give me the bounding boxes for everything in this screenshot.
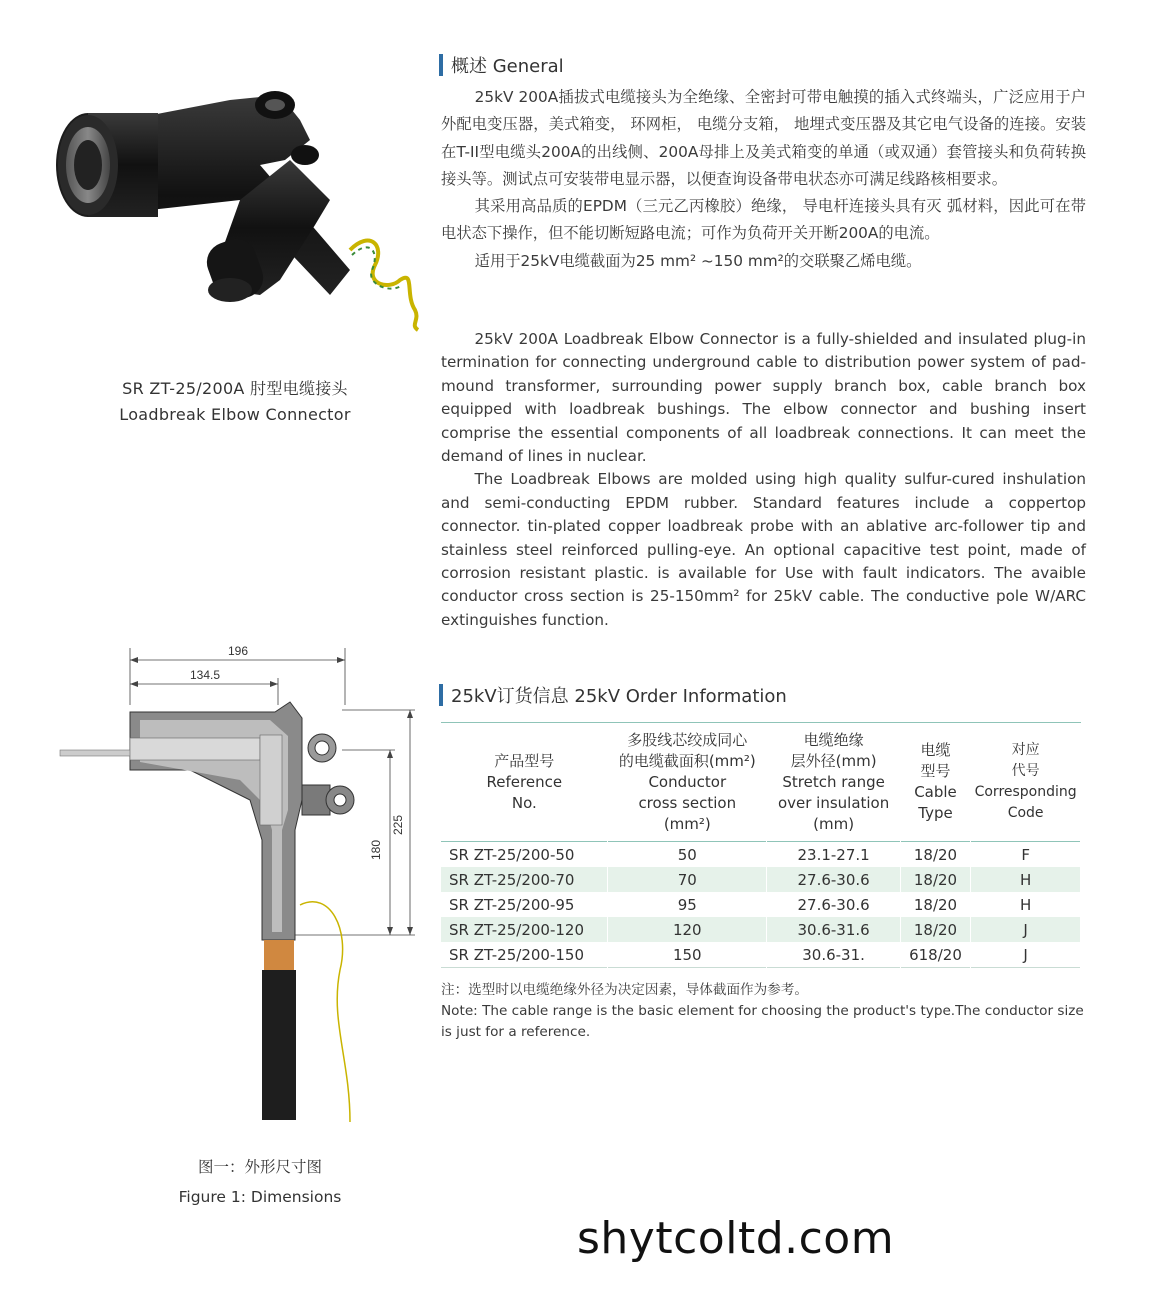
cell-conductor: 70: [608, 867, 767, 892]
note-en: Note: The cable range is the basic element for choosing the product's type.The conductor size is just for a reference.: [441, 1003, 1084, 1040]
cell-ref: SR ZT-25/200-70: [441, 867, 608, 892]
cell-insulation: 30.6-31.6: [767, 917, 900, 942]
cell-insulation: 23.1-27.1: [767, 842, 900, 868]
header-line: 的电缆截面积(mm²): [618, 751, 756, 770]
order-note: [441, 980, 1086, 1043]
order-table: [441, 722, 1081, 968]
header-conductor: [608, 723, 767, 842]
figure-caption-en: Figure 1: Dimensions: [178, 1188, 342, 1206]
cell-code: F: [971, 842, 1081, 868]
header-line: Cable: [914, 783, 957, 801]
product-caption: [60, 376, 410, 428]
dim-180-label: 180: [369, 839, 383, 861]
cell-code: J: [971, 917, 1081, 942]
header-line: Stretch range: [782, 772, 885, 791]
cell-conductor: 95: [608, 892, 767, 917]
cell-conductor: 50: [608, 842, 767, 868]
dim-225-label: 225: [391, 814, 405, 836]
header-line: (mm²): [663, 814, 711, 833]
cell-ref: SR ZT-25/200-95: [441, 892, 608, 917]
figure-caption-cn: 图一：外形尺寸图: [197, 1158, 322, 1176]
cell-conductor: 150: [608, 942, 767, 968]
header-line: 电缆绝缘: [803, 730, 864, 749]
website-watermark: shytcoltd.com: [577, 1213, 895, 1264]
cell-ref: SR ZT-25/200-120: [441, 917, 608, 942]
table-row: [441, 917, 1081, 942]
product-model: SR ZT-25/200A 肘型电缆接头: [122, 379, 348, 398]
cell-insulation: 27.6-30.6: [767, 892, 900, 917]
order-title-text: 25kV订货信息 25kV Order Information: [451, 686, 787, 707]
header-line: Conductor: [648, 772, 727, 791]
cell-code: J: [971, 942, 1081, 968]
header-line: 产品型号: [494, 751, 555, 770]
header-line: Corresponding: [974, 784, 1077, 800]
note-cn: 注：选型时以电缆绝缘外径为决定因素，导体截面作为参考。: [441, 982, 809, 998]
header-line: No.: [511, 793, 537, 812]
header-reference: [441, 723, 608, 842]
general-en-text: [441, 328, 1086, 632]
product-name-en: Loadbreak Elbow Connector: [119, 405, 351, 424]
cell-type: 618/20: [900, 942, 971, 968]
header-line: Reference: [486, 772, 563, 791]
header-line: 电缆: [920, 741, 951, 759]
header-insulation: [767, 723, 900, 842]
table-header-row: [441, 723, 1081, 842]
cell-code: H: [971, 892, 1081, 917]
header-line: 层外径(mm): [790, 751, 877, 770]
header-line: 型号: [920, 762, 951, 780]
elbow-connector-photo: [30, 80, 430, 340]
cell-type: 18/20: [900, 842, 971, 868]
cell-insulation: 30.6-31.: [767, 942, 900, 968]
dimension-diagram: [50, 640, 430, 1130]
header-line: 代号: [1011, 763, 1040, 779]
general-section-title: [439, 52, 564, 78]
header-line: Type: [918, 804, 953, 822]
cn-paragraph-2: 其采用高品质的EPDM（三元乙丙橡胶）绝缘， 导电杆连接头具有灭 弧材料，因此可在带电状态下操作，但不能切断短路电流；可作为负荷开关开断200A的电流。: [441, 197, 1086, 243]
cell-code: H: [971, 867, 1081, 892]
table-row: [441, 892, 1081, 917]
dim-134-label: 134.5: [189, 668, 221, 682]
cell-insulation: 27.6-30.6: [767, 867, 900, 892]
figure-caption: [110, 1152, 410, 1212]
table-row: [441, 842, 1081, 868]
cell-ref: SR ZT-25/200-150: [441, 942, 608, 968]
cell-ref: SR ZT-25/200-50: [441, 842, 608, 868]
header-line: cross section: [638, 793, 737, 812]
cell-type: 18/20: [900, 892, 971, 917]
header-line: 对应: [1011, 742, 1040, 758]
header-line: Code: [1007, 805, 1044, 821]
general-title-text: 概述 General: [451, 56, 564, 77]
en-paragraph-1: 25kV 200A Loadbreak Elbow Connector is a fully-shielded and insulated plug-in termination for connecting underground cable to distribution power system of pad-mound transformer, surrounding power supply branch box, cable branch box equipped with loadbreak bushings. The elbow connector and bushing insert comprise the essential components of all loadbreak connections. It can meet the demand of lines in nuclear.: [441, 330, 1086, 466]
order-section-title: [439, 682, 787, 708]
header-cable-type: [900, 723, 971, 842]
table-row: [441, 867, 1081, 892]
en-paragraph-2: The Loadbreak Elbows are molded using high quality sulfur-cured inshulation and semi-conducting EPDM rubber. Standard features include a coppertop connector. tin-plated copper loadbreak probe with an ablative arc-follower tip and stainless steel reinforced pulling-eye. An optional capacitive test point, made of corrosion resistant plastic. is available for Use with fault indicators. The avaible conductor cross section is 25-150mm² for 25kV cable. The conductive pole W/ARC extinguishes function.: [441, 470, 1086, 629]
header-line: (mm): [813, 814, 855, 833]
header-code: [971, 723, 1081, 842]
general-cn-text: [441, 84, 1086, 275]
header-line: 多股线芯绞成同心: [627, 730, 748, 749]
cell-type: 18/20: [900, 867, 971, 892]
cell-type: 18/20: [900, 917, 971, 942]
header-line: over insulation: [777, 793, 890, 812]
dim-196-label: 196: [227, 644, 249, 658]
cn-paragraph-3: 适用于25kV电缆截面为25 mm² ~150 mm²的交联聚乙烯电缆。: [474, 251, 922, 270]
cell-conductor: 120: [608, 917, 767, 942]
table-row: [441, 942, 1081, 968]
cn-paragraph-1: 25kV 200A插拔式电缆接头为全绝缘、全密封可带电触摸的插入式终端头，广泛应用于户外配电变压器，美式箱变， 环网柜， 电缆分支箱， 地埋式变压器及其它电气设备的连接。安装在T-II型电缆头200A的出线侧、200A母排上及美式箱变的单通（或双通）套管接头和负荷转换接头等。测试点可安装带电显示器，以便查询设备带电状态亦可满足线路核相要求。: [441, 88, 1086, 188]
title-accent-bar: [439, 54, 443, 76]
title-accent-bar: [439, 684, 443, 706]
